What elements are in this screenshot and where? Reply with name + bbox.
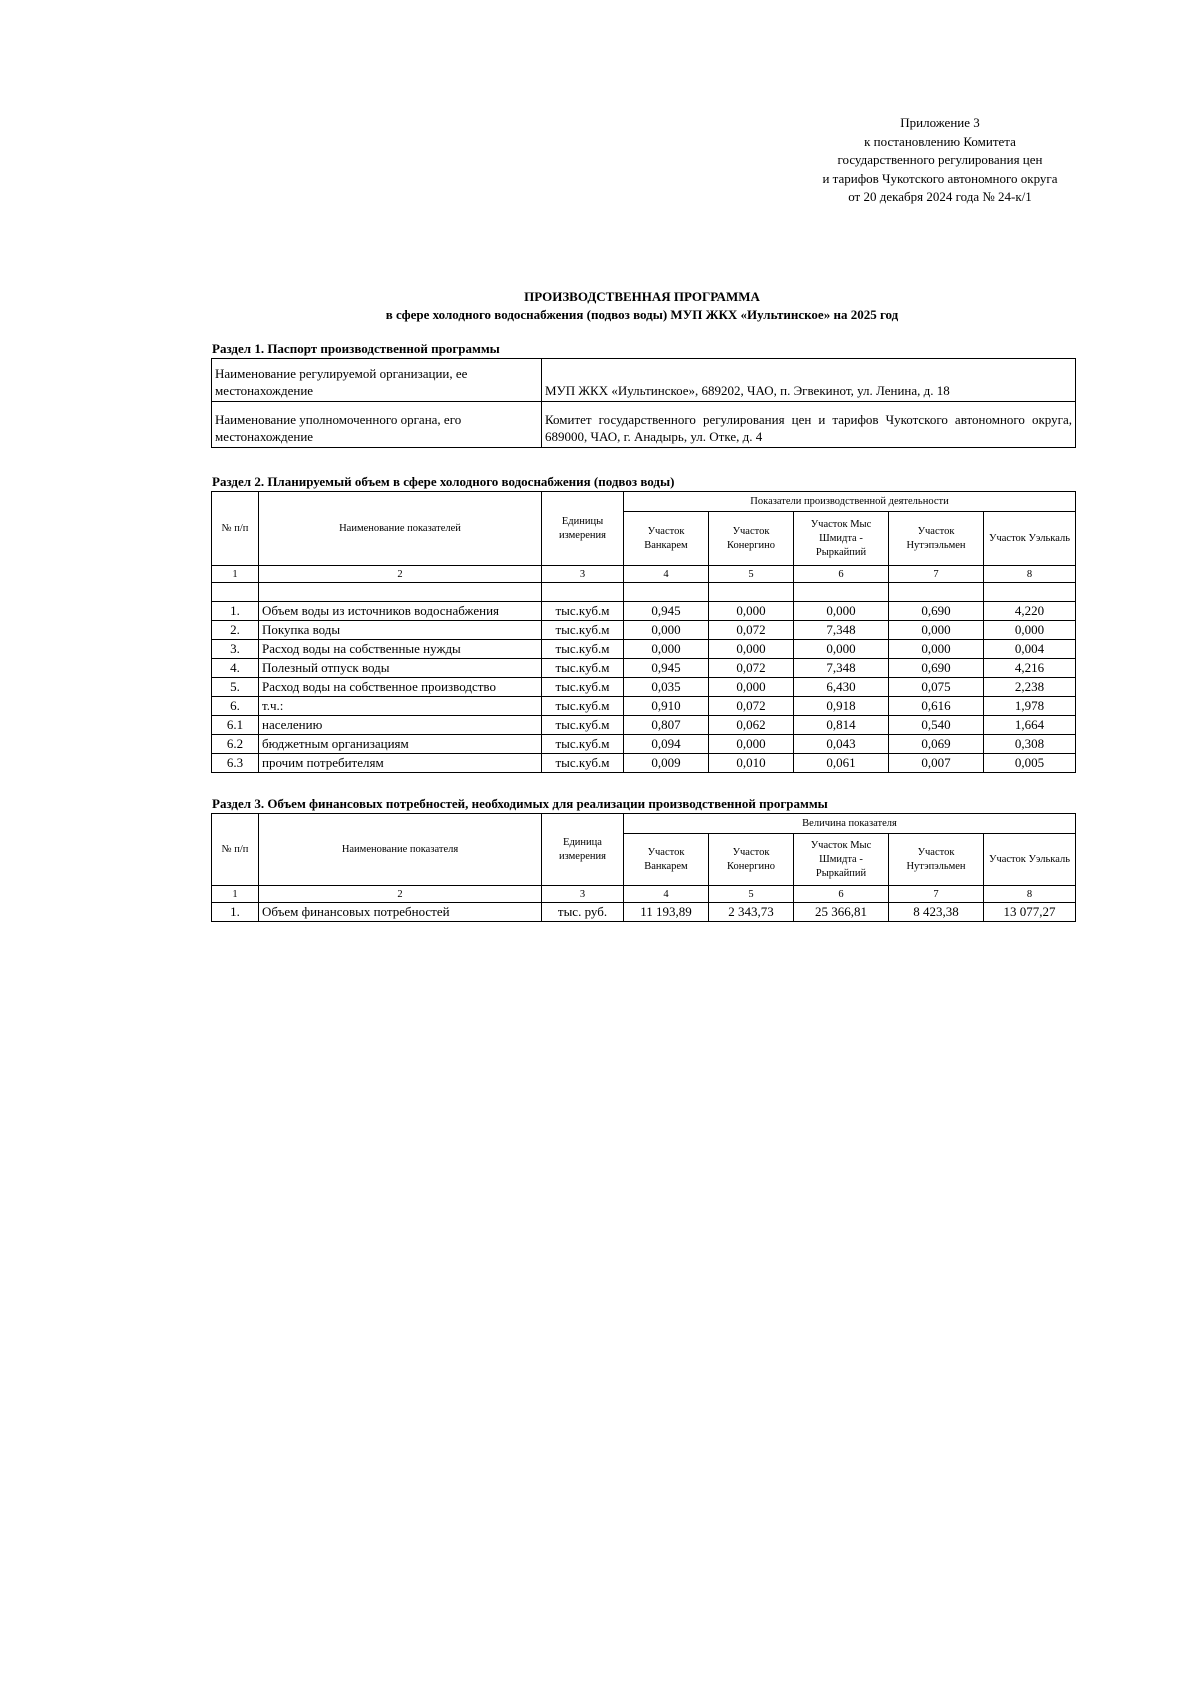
row-value: 0,072 xyxy=(709,697,794,716)
row-number: 6.1 xyxy=(212,716,259,735)
table-row xyxy=(212,754,1076,773)
column-number-row xyxy=(212,886,1076,903)
row-number: 1. xyxy=(212,903,259,922)
financial-table xyxy=(211,813,1076,922)
title-line1: ПРОИЗВОДСТВЕННАЯ ПРОГРАММА xyxy=(524,289,760,304)
row-value: 0,075 xyxy=(889,678,984,697)
row-value: 0,000 xyxy=(624,640,709,659)
row-value: 0,308 xyxy=(984,735,1076,754)
table-row xyxy=(212,678,1076,697)
table-row xyxy=(212,359,1076,402)
row-value: 0,945 xyxy=(624,659,709,678)
passport-table xyxy=(211,358,1076,448)
row-name: Объем финансовых потребностей xyxy=(259,903,542,922)
row-value: 0,814 xyxy=(794,716,889,735)
row-value: 0,062 xyxy=(709,716,794,735)
row-value: 0,000 xyxy=(984,621,1076,640)
col-number: 1 xyxy=(212,886,259,903)
row-value: 8 423,38 xyxy=(889,903,984,922)
appendix-line: и тарифов Чукотского автономного округа xyxy=(822,170,1058,186)
col-number: 1 xyxy=(212,566,259,583)
table-row xyxy=(212,716,1076,735)
row-value: 0,061 xyxy=(794,754,889,773)
row-value: 0,010 xyxy=(709,754,794,773)
site-header: Участок Ванкарем xyxy=(624,512,709,566)
col-number: 8 xyxy=(984,886,1076,903)
col-no-header: № п/п xyxy=(212,492,259,566)
site-header: Участок Мыс Шмидта - Рыркайпий xyxy=(794,834,889,886)
row-value: 0,000 xyxy=(794,640,889,659)
row-unit: тыс.куб.м xyxy=(542,716,624,735)
row-value: 0,000 xyxy=(709,602,794,621)
section3-heading: Раздел 3. Объем финансовых потребностей, необходимых для реализации производственной программы xyxy=(212,796,828,811)
row-value: 1,978 xyxy=(984,697,1076,716)
appendix-line: от 20 декабря 2024 года № 24-к/1 xyxy=(848,189,1032,204)
site-header: Участок Нутэпэльмен xyxy=(889,834,984,886)
table-row xyxy=(212,640,1076,659)
row-name: Покупка воды xyxy=(259,621,542,640)
passport-label: Наименование регулируемой организации, ее местонахождение xyxy=(212,359,542,402)
row-value: 0,945 xyxy=(624,602,709,621)
row-value: 0,000 xyxy=(709,678,794,697)
row-value: 0,005 xyxy=(984,754,1076,773)
row-unit: тыс.куб.м xyxy=(542,621,624,640)
table-row xyxy=(212,735,1076,754)
col-no-header: № п/п xyxy=(212,814,259,886)
row-number: 1. xyxy=(212,602,259,621)
row-name: т.ч.: xyxy=(259,697,542,716)
row-number: 3. xyxy=(212,640,259,659)
volume-table xyxy=(211,491,1076,773)
row-unit: тыс. руб. xyxy=(542,903,624,922)
row-number: 6.3 xyxy=(212,754,259,773)
table-row xyxy=(212,402,1076,448)
row-value: 0,009 xyxy=(624,754,709,773)
site-header: Участок Уэлькаль xyxy=(984,834,1076,886)
row-value: 0,094 xyxy=(624,735,709,754)
passport-value: МУП ЖКХ «Иультинское», 689202, ЧАО, п. Эгвекинот, ул. Ленина, д. 18 xyxy=(542,359,1076,402)
row-value: 2,238 xyxy=(984,678,1076,697)
row-value: 6,430 xyxy=(794,678,889,697)
row-name: населению xyxy=(259,716,542,735)
table-row xyxy=(212,697,1076,716)
row-value: 0,540 xyxy=(889,716,984,735)
row-unit: тыс.куб.м xyxy=(542,754,624,773)
row-value: 0,807 xyxy=(624,716,709,735)
col-name-header: Наименование показателей xyxy=(259,492,542,566)
appendix-line: государственного регулирования цен xyxy=(837,152,1043,167)
table-row xyxy=(212,659,1076,678)
row-value: 1,664 xyxy=(984,716,1076,735)
row-value: 0,072 xyxy=(709,659,794,678)
row-number: 5. xyxy=(212,678,259,697)
col-number: 6 xyxy=(794,566,889,583)
row-value: 0,910 xyxy=(624,697,709,716)
row-value: 0,918 xyxy=(794,697,889,716)
site-header: Участок Конергино xyxy=(709,512,794,566)
col-number: 6 xyxy=(794,886,889,903)
row-value: 0,072 xyxy=(709,621,794,640)
row-number: 2. xyxy=(212,621,259,640)
title-line2: в сфере холодного водоснабжения (подвоз воды) МУП ЖКХ «Иультинское» на 2025 год xyxy=(385,307,899,322)
row-value: 0,690 xyxy=(889,602,984,621)
section1-heading: Раздел 1. Паспорт производственной программы xyxy=(212,341,500,356)
row-value: 0,000 xyxy=(889,621,984,640)
row-unit: тыс.куб.м xyxy=(542,640,624,659)
column-number-row xyxy=(212,566,1076,583)
site-header: Участок Конергино xyxy=(709,834,794,886)
section2-heading: Раздел 2. Планируемый объем в сфере холодного водоснабжения (подвоз воды) xyxy=(212,474,675,489)
row-value: 7,348 xyxy=(794,621,889,640)
site-header: Участок Мыс Шмидта - Рыркайпий xyxy=(794,512,889,566)
document-title xyxy=(212,288,1072,324)
col-unit-header: Единицы измерения xyxy=(542,492,624,566)
row-value: 0,007 xyxy=(889,754,984,773)
col-number: 7 xyxy=(889,566,984,583)
row-value: 4,216 xyxy=(984,659,1076,678)
row-value: 13 077,27 xyxy=(984,903,1076,922)
row-value: 4,220 xyxy=(984,602,1076,621)
row-value: 0,069 xyxy=(889,735,984,754)
row-value: 0,000 xyxy=(709,735,794,754)
col-number: 2 xyxy=(259,566,542,583)
col-number: 4 xyxy=(624,886,709,903)
row-name: Полезный отпуск воды xyxy=(259,659,542,678)
row-number: 4. xyxy=(212,659,259,678)
table-row xyxy=(212,602,1076,621)
row-name: Расход воды на собственные нужды xyxy=(259,640,542,659)
site-header: Участок Уэлькаль xyxy=(984,512,1076,566)
col-number: 2 xyxy=(259,886,542,903)
row-name: Объем воды из источников водоснабжения xyxy=(259,602,542,621)
row-value: 0,690 xyxy=(889,659,984,678)
row-unit: тыс.куб.м xyxy=(542,602,624,621)
row-number: 6.2 xyxy=(212,735,259,754)
site-header: Участок Нутэпэльмен xyxy=(889,512,984,566)
col-number: 5 xyxy=(709,566,794,583)
group-header: Величина показателя xyxy=(624,814,1076,834)
passport-value: Комитет государственного регулирования цен и тарифов Чукотского автономного округа, 689000, ЧАО, г. Анадырь, ул. Отке, д. 4 xyxy=(542,402,1076,448)
col-number: 5 xyxy=(709,886,794,903)
col-number: 3 xyxy=(542,566,624,583)
row-value: 0,000 xyxy=(624,621,709,640)
col-unit-header: Единица измерения xyxy=(542,814,624,886)
row-value: 0,000 xyxy=(709,640,794,659)
col-number: 4 xyxy=(624,566,709,583)
col-number: 3 xyxy=(542,886,624,903)
row-value: 0,000 xyxy=(794,602,889,621)
row-value: 0,035 xyxy=(624,678,709,697)
row-unit: тыс.куб.м xyxy=(542,735,624,754)
site-header: Участок Ванкарем xyxy=(624,834,709,886)
col-number: 8 xyxy=(984,566,1076,583)
row-unit: тыс.куб.м xyxy=(542,659,624,678)
group-header: Показатели производственной деятельности xyxy=(624,492,1076,512)
col-name-header: Наименование показателя xyxy=(259,814,542,886)
row-name: Расход воды на собственное производство xyxy=(259,678,542,697)
col-number: 7 xyxy=(889,886,984,903)
appendix-line: Приложение 3 xyxy=(900,115,980,130)
row-value: 25 366,81 xyxy=(794,903,889,922)
row-value: 0,043 xyxy=(794,735,889,754)
row-name: прочим потребителям xyxy=(259,754,542,773)
row-unit: тыс.куб.м xyxy=(542,678,624,697)
appendix-line: к постановлению Комитета xyxy=(864,133,1016,149)
row-value: 0,004 xyxy=(984,640,1076,659)
row-value: 2 343,73 xyxy=(709,903,794,922)
row-unit: тыс.куб.м xyxy=(542,697,624,716)
passport-label: Наименование уполномоченного органа, его местонахождение xyxy=(212,402,542,448)
row-number: 6. xyxy=(212,697,259,716)
appendix-block xyxy=(790,114,1090,207)
row-name: бюджетным организациям xyxy=(259,735,542,754)
row-value: 0,000 xyxy=(889,640,984,659)
row-value: 0,616 xyxy=(889,697,984,716)
table-row xyxy=(212,903,1076,922)
row-value: 11 193,89 xyxy=(624,903,709,922)
row-value: 7,348 xyxy=(794,659,889,678)
table-row xyxy=(212,621,1076,640)
